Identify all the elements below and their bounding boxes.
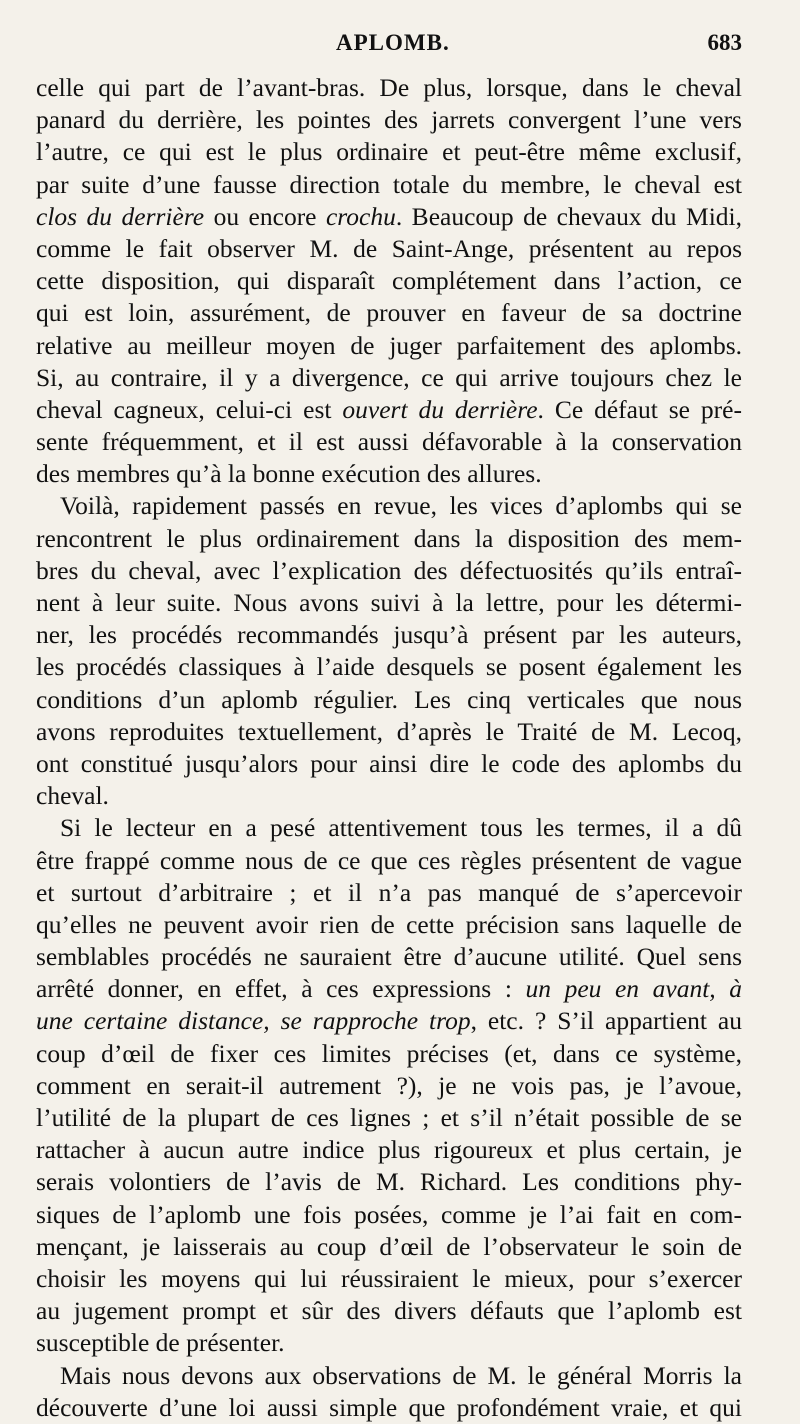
line-text: Voilà, rapidement passés en revue, les vices d’aplombs qui se [60, 491, 742, 521]
line-text: ont constitué jusqu’alors pour ainsi dire le code des aplombs du [36, 748, 742, 778]
line-text: comme le fait observer M. de Saint-Ange, présentent au repos [36, 233, 742, 263]
text-line [36, 716, 742, 748]
line-text: celle qui part de l’avant-bras. De plus, lorsque, dans le cheval [36, 73, 742, 102]
line-text: cheval cagneux, celui-ci est [36, 394, 343, 424]
italic-text: une certaine distance, se rapproche trop [36, 1006, 471, 1036]
line-text: des membres qu’à la bonne exécution des allures. [36, 459, 542, 489]
text-line [36, 684, 742, 716]
text-line [36, 1134, 742, 1166]
text-line [36, 941, 742, 973]
line-text: les procédés classiques à l’aide desquels se posent également les [36, 652, 742, 682]
line-text: Si, au contraire, il y a divergence, ce qui arrive toujours chez le [36, 362, 742, 392]
line-text: rencontrent le plus ordinairement dans la disposition des mem- [36, 523, 742, 553]
line-text: bres du cheval, avec l’explication des défectuosités qu’ils entraî- [36, 555, 742, 585]
text-line [36, 201, 742, 233]
italic-text: crochu [325, 201, 396, 231]
line-text: ou encore [204, 201, 326, 231]
text-line [36, 587, 742, 619]
line-text: cette disposition, qui disparaît complétement dans l’action, ce [36, 266, 742, 296]
body-text [36, 72, 742, 1424]
line-text: par suite d’une fausse direction totale du membre, le cheval est [36, 169, 742, 199]
text-line [36, 523, 742, 555]
line-text: mençant, je laisserais au coup d’œil de l’observateur le soin de [36, 1231, 742, 1261]
text-line [36, 426, 742, 458]
text-line [36, 812, 742, 844]
text-line [36, 136, 742, 168]
line-text: coup d’œil de fixer ces limites précises (et, dans ce système, [36, 1038, 742, 1068]
text-line [36, 394, 742, 426]
line-text: découverte d’une loi aussi simple que profondément vraie, et qui [36, 1392, 742, 1422]
line-text: relative au meilleur moyen de juger parfaitement des aplombs. [36, 330, 742, 360]
text-line [36, 330, 742, 362]
line-text: nent à leur suite. Nous avons suivi à la lettre, pour les détermi- [36, 588, 742, 617]
text-line [36, 265, 742, 297]
text-line [36, 1263, 742, 1295]
line-text: ner, les procédés recommandés jusqu’à présent par les auteurs, [36, 620, 742, 650]
text-line [36, 651, 742, 683]
text-line [36, 297, 742, 329]
line-text: susceptible de présenter. [36, 1328, 285, 1358]
line-text: . Beaucoup de chevaux du Midi, [395, 201, 742, 231]
text-line [36, 1327, 742, 1359]
line-text: avons reproduites textuellement, d’après le Traité de M. Lecoq, [36, 716, 742, 746]
text-line [36, 233, 742, 265]
running-title: APLOMB. [336, 30, 450, 55]
italic-text: un peu en avant, à [525, 974, 742, 1004]
line-text: rattacher à aucun autre indice plus rigoureux et plus certain, je [36, 1135, 742, 1165]
line-text: conditions d’un aplomb régulier. Les cinq verticales que nous [36, 684, 742, 714]
text-line [36, 1070, 742, 1102]
text-line [36, 748, 742, 780]
text-line [36, 362, 742, 394]
line-text: arrêté donner, en effet, à ces expressions : [36, 974, 526, 1004]
text-line [36, 490, 742, 522]
line-text: Mais nous devons aux observations de M. le général Morris la [60, 1360, 742, 1390]
line-text: . Ce défaut se pré- [537, 394, 742, 424]
italic-text: clos du derrière [36, 201, 205, 231]
text-line [36, 877, 742, 909]
line-text: panard du derrière, les pointes des jarrets convergent l’une vers [36, 105, 742, 135]
line-text: serais volontiers de l’avis de M. Richard. Les conditions phy- [36, 1167, 742, 1197]
text-line [36, 1392, 742, 1424]
text-line [36, 973, 742, 1005]
text-line [36, 1005, 742, 1037]
line-text: l’autre, ce qui est le plus ordinaire et peut-être même exclusif, [36, 137, 742, 167]
text-line [36, 1360, 742, 1392]
text-line [36, 458, 742, 490]
text-line [36, 1295, 742, 1327]
text-line [36, 780, 742, 812]
line-text: qu’elles ne peuvent avoir rien de cette précision sans laquelle de [36, 909, 742, 939]
text-line [36, 1038, 742, 1070]
line-text: être frappé comme nous de ce que ces règles présentent de vague [36, 845, 742, 875]
line-text: au jugement prompt et sûr des divers défauts que l’aplomb est [36, 1296, 742, 1326]
text-line [36, 555, 742, 587]
text-line [36, 72, 742, 104]
page-number: 683 [707, 30, 742, 55]
line-text: cheval. [36, 781, 109, 811]
text-line [36, 1102, 742, 1134]
text-line [36, 909, 742, 941]
line-text: qui est loin, assurément, de prouver en faveur de sa doctrine [36, 298, 742, 328]
line-text: siques de l’aplomb une fois posées, comme je l’ai fait en com- [36, 1199, 742, 1229]
text-line [36, 169, 742, 201]
text-line [36, 104, 742, 136]
line-text: comment en serait-il autrement ?), je ne vois pas, je l’avoue, [36, 1070, 742, 1100]
text-line [36, 845, 742, 877]
page-header [36, 30, 742, 60]
line-text: l’utilité de la plupart de ces lignes ; et s’il n’était possible de se [36, 1103, 742, 1132]
line-text: et surtout d’arbitraire ; et il n’a pas manqué de s’apercevoir [36, 877, 742, 907]
line-text: sente fréquemment, et il est aussi défavorable à la conservation [36, 427, 742, 457]
line-text: choisir les moyens qui lui réussiraient le mieux, pour s’exercer [36, 1263, 742, 1293]
line-text: , etc. ? S’il appartient au [470, 1006, 742, 1036]
italic-text: ouvert du derrière [342, 394, 538, 424]
text-line [36, 1166, 742, 1198]
line-text: Si le lecteur en a pesé attentivement tous les termes, il a dû [60, 813, 742, 843]
line-text: semblables procédés ne sauraient être d’aucune utilité. Quel sens [36, 942, 742, 972]
text-line [36, 619, 742, 651]
text-line [36, 1199, 742, 1231]
text-line [36, 1231, 742, 1263]
